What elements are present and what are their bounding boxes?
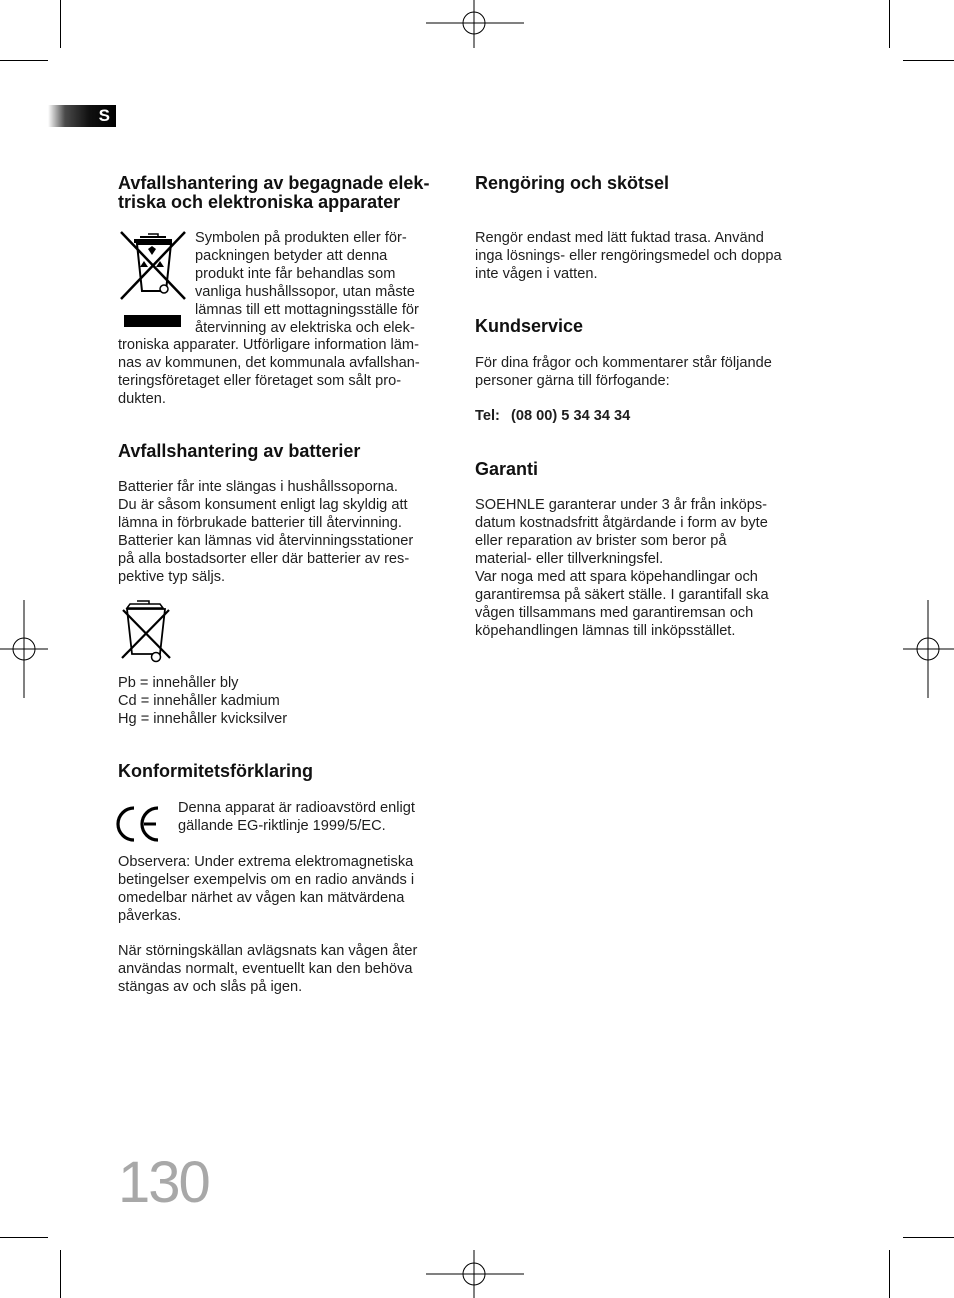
crop-mark — [903, 60, 954, 61]
weee-text: troniska apparater. Utförligare information läm- nas av kommunen, det kommunala avfallshan- teringsföretaget eller företaget som sålt pro- dukten. — [118, 337, 420, 407]
service-phone: (08 00) 5 34 34 34 — [511, 408, 631, 424]
conformity-note: Observera: Under extrema elektromagnetiska betingelser exempelvis om en radio används i omedelbar närhet av vågen kan mätvärdena påverkas. — [118, 854, 415, 924]
registration-mark-right — [903, 600, 954, 698]
battery-legend-cd: Cd = innehåller kadmium — [118, 693, 280, 709]
crop-mark — [0, 1237, 48, 1238]
battery-legend-pb: Pb = innehåller bly — [118, 675, 239, 691]
crossed-out-wheelie-bin-icon — [118, 229, 188, 329]
conformity-note-restart: När störningskällan avlägsnats kan vågen åter användas normalt, eventuellt kan den behöva stängas av och slås på igen. — [118, 943, 418, 995]
battery-bin-icon — [118, 598, 174, 664]
registration-mark-bottom — [426, 1250, 524, 1298]
crop-mark — [903, 1237, 954, 1238]
service-phone-label: Tel: — [475, 408, 500, 424]
language-tab-label: S — [98, 106, 110, 125]
language-tab — [48, 105, 116, 127]
registration-mark-left — [0, 600, 48, 698]
registration-mark-top — [426, 0, 524, 48]
service-heading: Kundservice — [475, 316, 584, 336]
page-number: 130 — [118, 1150, 209, 1215]
weee-heading: Avfallshantering av begagnade elek- triska och elektroniska apparater — [118, 173, 430, 212]
ce-mark-icon — [114, 804, 162, 844]
crop-mark — [889, 0, 890, 48]
cleaning-text: Rengör endast med lätt fuktad trasa. Använd inga lösnings- eller rengöringsmedel och doppa inte vågen i vatten. — [475, 230, 782, 282]
service-text: För dina frågor och kommentarer står följande personer gärna till förfogande: — [475, 355, 772, 389]
ce-text: Denna apparat är radioavstörd enligt gällande EG-riktlinje 1999/5/EC. — [178, 800, 415, 834]
weee-text-wrapped: Symbolen på produkten eller för- packningen betyder att denna produkt inte får behandlas som vanliga hushållssopor, utan måste lämnas till ett mottagningsställe för återvinning av elektriska och elek- — [195, 230, 419, 336]
batteries-heading: Avfallshantering av batterier — [118, 441, 361, 461]
crop-mark — [60, 1250, 61, 1298]
warranty-text: SOEHNLE garanterar under 3 år från inköps- datum kostnadsfritt åtgärdande i form av byte eller reparation av brister som beror på material- eller tillverkningsfel. Var noga med att spara köpehandlingar och garantiremsa på säkert ställe. I garantifall ska vågen tillsammans med garantiremsan och köpehandlingen lämnas till inköpsstället. — [475, 497, 769, 639]
batteries-text: Batterier får inte slängas i hushållssoporna. Du är såsom konsument enligt lag skyldig att lämna in förbrukade batterier till återvinning. Batterier kan lämnas vid återvinningsstationer på alla bostadsorter eller där batterier av res- pektive typ säljs. — [118, 479, 414, 585]
cleaning-heading: Rengöring och skötsel — [475, 173, 670, 193]
conformity-heading: Konformitetsförklaring — [118, 761, 314, 781]
battery-legend-hg: Hg = innehåller kvicksilver — [118, 711, 288, 727]
crop-mark — [60, 0, 61, 48]
warranty-heading: Garanti — [475, 459, 539, 479]
crop-mark — [0, 60, 48, 61]
crop-mark — [889, 1250, 890, 1298]
